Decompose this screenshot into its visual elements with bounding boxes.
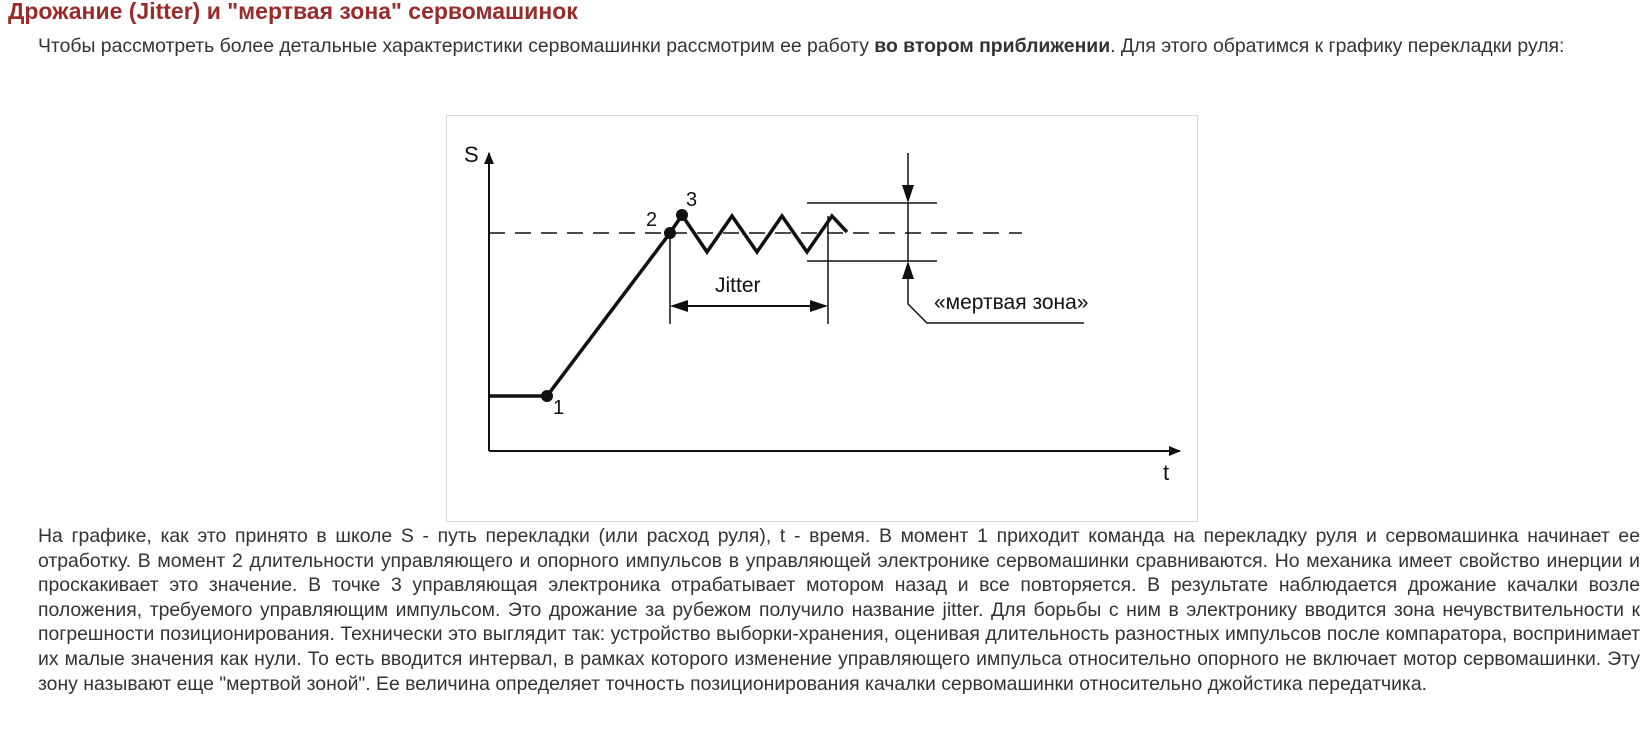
point-1-marker xyxy=(541,390,553,402)
intro-bold-text: во втором приближении xyxy=(874,35,1111,57)
y-axis-label: S xyxy=(464,142,479,167)
body-paragraph: На графике, как это принято в школе S - путь перекладки (или расход руля), t - время. В момент 1 приходит команда на перекладку руля и сервомашинка начинает ее отработку. В момент 2 длительности управляющего и опорного импульсов в управляющей электронике сервомашинки сравниваются. Но механика имеет свойство инерции и проскакивает это значение. В точке 3 управляющая электроника отрабатывает мотором назад и все повторяется. В результате наблюдается дрожание качалки возле положения, требуемого управляющим импульсом. Это дрожание за рубежом получило название jitter. Для борьбы с ним в электронику вводится зона нечувствительности к погрешности позиционирования. Технически это выглядит так: устройство выборки-хранения, оценивая длительность разностных импульсов после компаратора, воспринимает их малые значения как нули. То есть вводится интервал, в рамках которого изменение управляющего импульса относительно опорного не включает мотор сервомашинки. Эту зону называют еще "мертвой зоной". Ее величина определяет точность позиционирования качалки сервомашинки относительно джойстика передатчика. xyxy=(38,525,1640,695)
intro-text-start: Чтобы рассмотреть более детальные характеристики сервомашинки рассмотрим ее работу xyxy=(38,35,875,57)
intro-paragraph xyxy=(38,34,1640,59)
dead-zone-top-arrowhead xyxy=(902,185,914,203)
dead-zone-bottom-arrowhead xyxy=(902,261,914,279)
jitter-label: Jitter xyxy=(715,274,761,297)
page-title: Дрожание (Jitter) и "мертвая зона" сервомашинок xyxy=(8,0,578,24)
point-1-label: 1 xyxy=(553,397,565,419)
jitter-left-arrowhead xyxy=(670,300,688,312)
servo-diagram-svg xyxy=(447,116,1197,521)
jitter-right-arrowhead xyxy=(810,300,828,312)
point-2-label: 2 xyxy=(646,209,658,231)
x-axis-label: t xyxy=(1163,460,1170,485)
intro-text-end: . Для этого обратимся к графику перекладки руля: xyxy=(1110,35,1565,57)
servo-diagram xyxy=(446,115,1198,522)
point-3-label: 3 xyxy=(686,189,698,211)
dead-zone-label: «мертвая зона» xyxy=(934,291,1089,314)
